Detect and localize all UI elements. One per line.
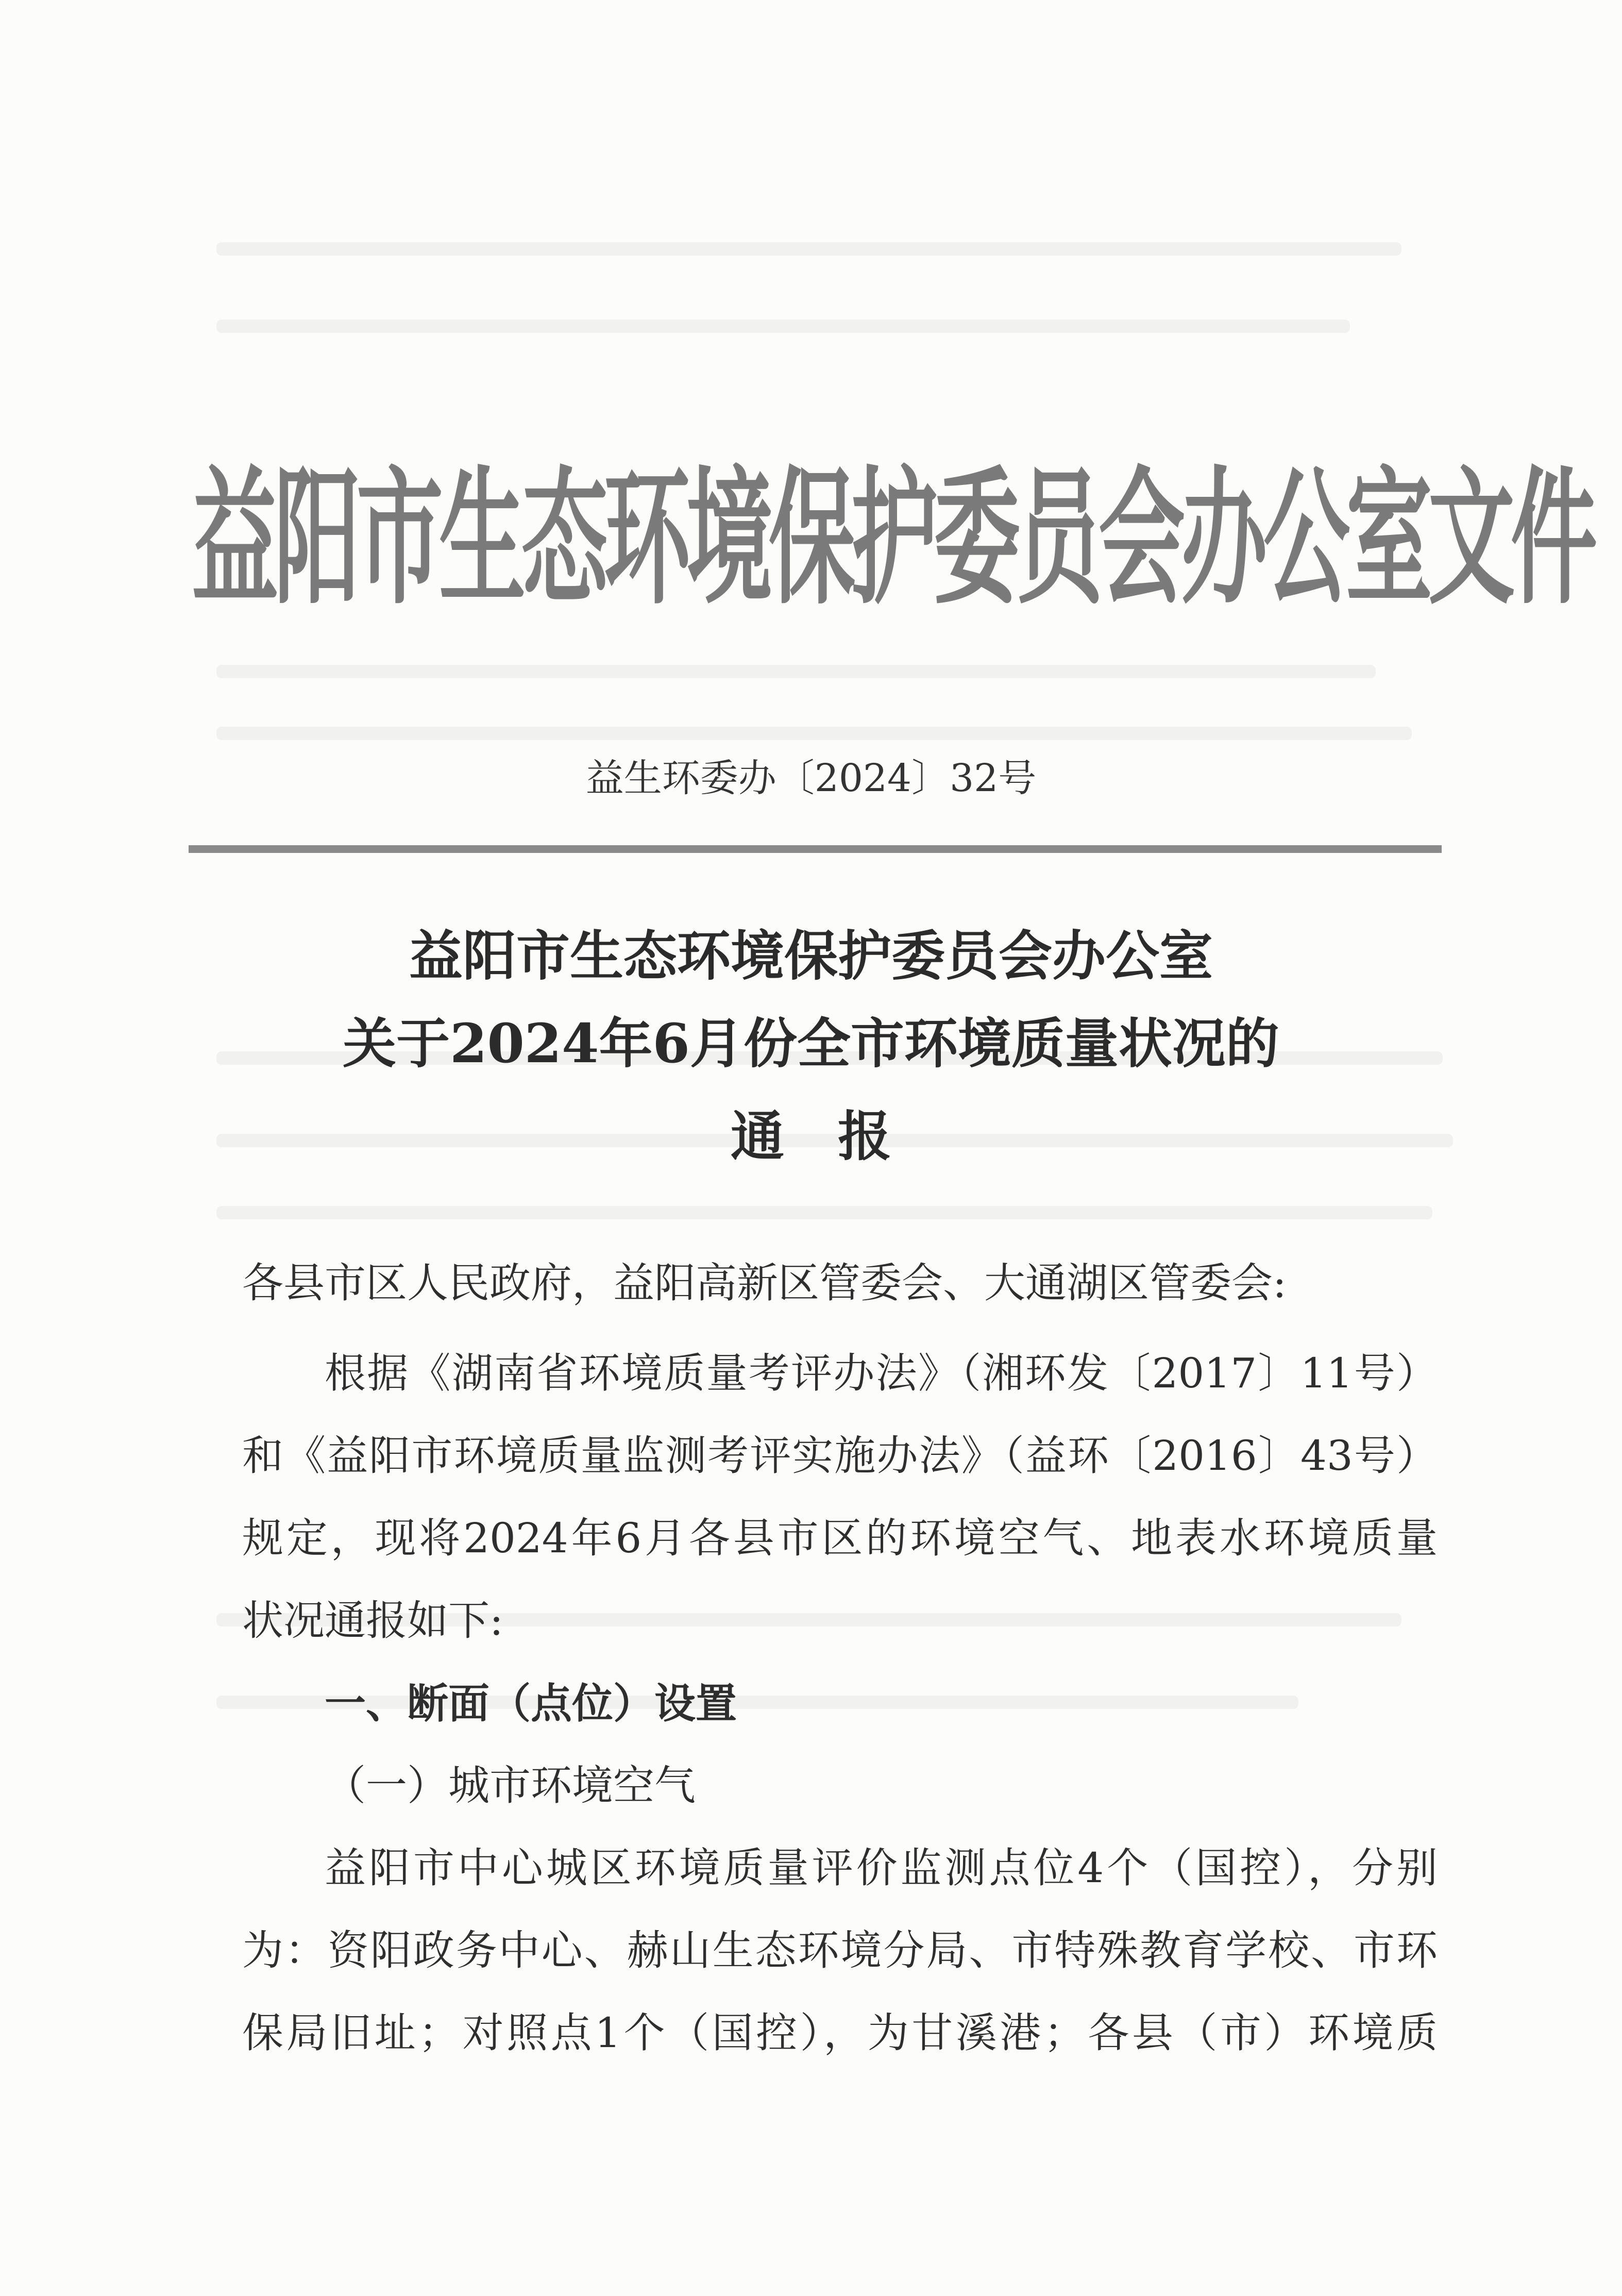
paragraph-2-line-1: 益阳市中心城区环境质量评价监测点位4个（国控），分别	[325, 1844, 1438, 1892]
document-number: 益生环委办〔2024〕32号	[585, 756, 1037, 800]
addressee: 各县市区人民政府，益阳高新区管委会、大通湖区管委会:	[242, 1259, 1287, 1307]
bleed-through-mark	[216, 727, 1412, 740]
bleed-through-mark	[216, 1206, 1432, 1219]
document-title-line-1: 益阳市生态环境保护委员会办公室	[409, 924, 1213, 987]
subsection-1-heading: （一）城市环境空气	[325, 1762, 696, 1809]
paragraph-2-line-2: 为：资阳政务中心、赫山生态环境分局、市特殊教育学校、市环	[242, 1926, 1438, 1974]
bleed-through-mark	[216, 320, 1350, 333]
bleed-through-mark	[216, 242, 1401, 256]
header-divider	[189, 845, 1442, 853]
paragraph-2-line-3: 保局旧址；对照点1个（国控），为甘溪港；各县（市）环境质	[242, 2009, 1438, 2057]
document-title-line-2: 关于2024年6月份全市环境质量状况的	[343, 1012, 1279, 1075]
paragraph-1-line-3: 规定，现将2024年6月各县市区的环境空气、地表水环境质量	[242, 1514, 1438, 1562]
paragraph-1-line-1: 根据《湖南省环境质量考评办法》（湘环发〔2017〕11号）	[325, 1349, 1438, 1397]
red-header-title: 益阳市生态环境保护委员会办公室文件	[192, 453, 1593, 625]
document-title-line-3: 通 报	[730, 1104, 891, 1168]
paragraph-1-line-4: 状况通报如下:	[242, 1597, 503, 1645]
section-1-heading: 一、断面（点位）设置	[325, 1679, 737, 1728]
paragraph-1-line-2: 和《益阳市环境质量监测考评实施办法》（益环〔2016〕43号）	[242, 1432, 1438, 1480]
